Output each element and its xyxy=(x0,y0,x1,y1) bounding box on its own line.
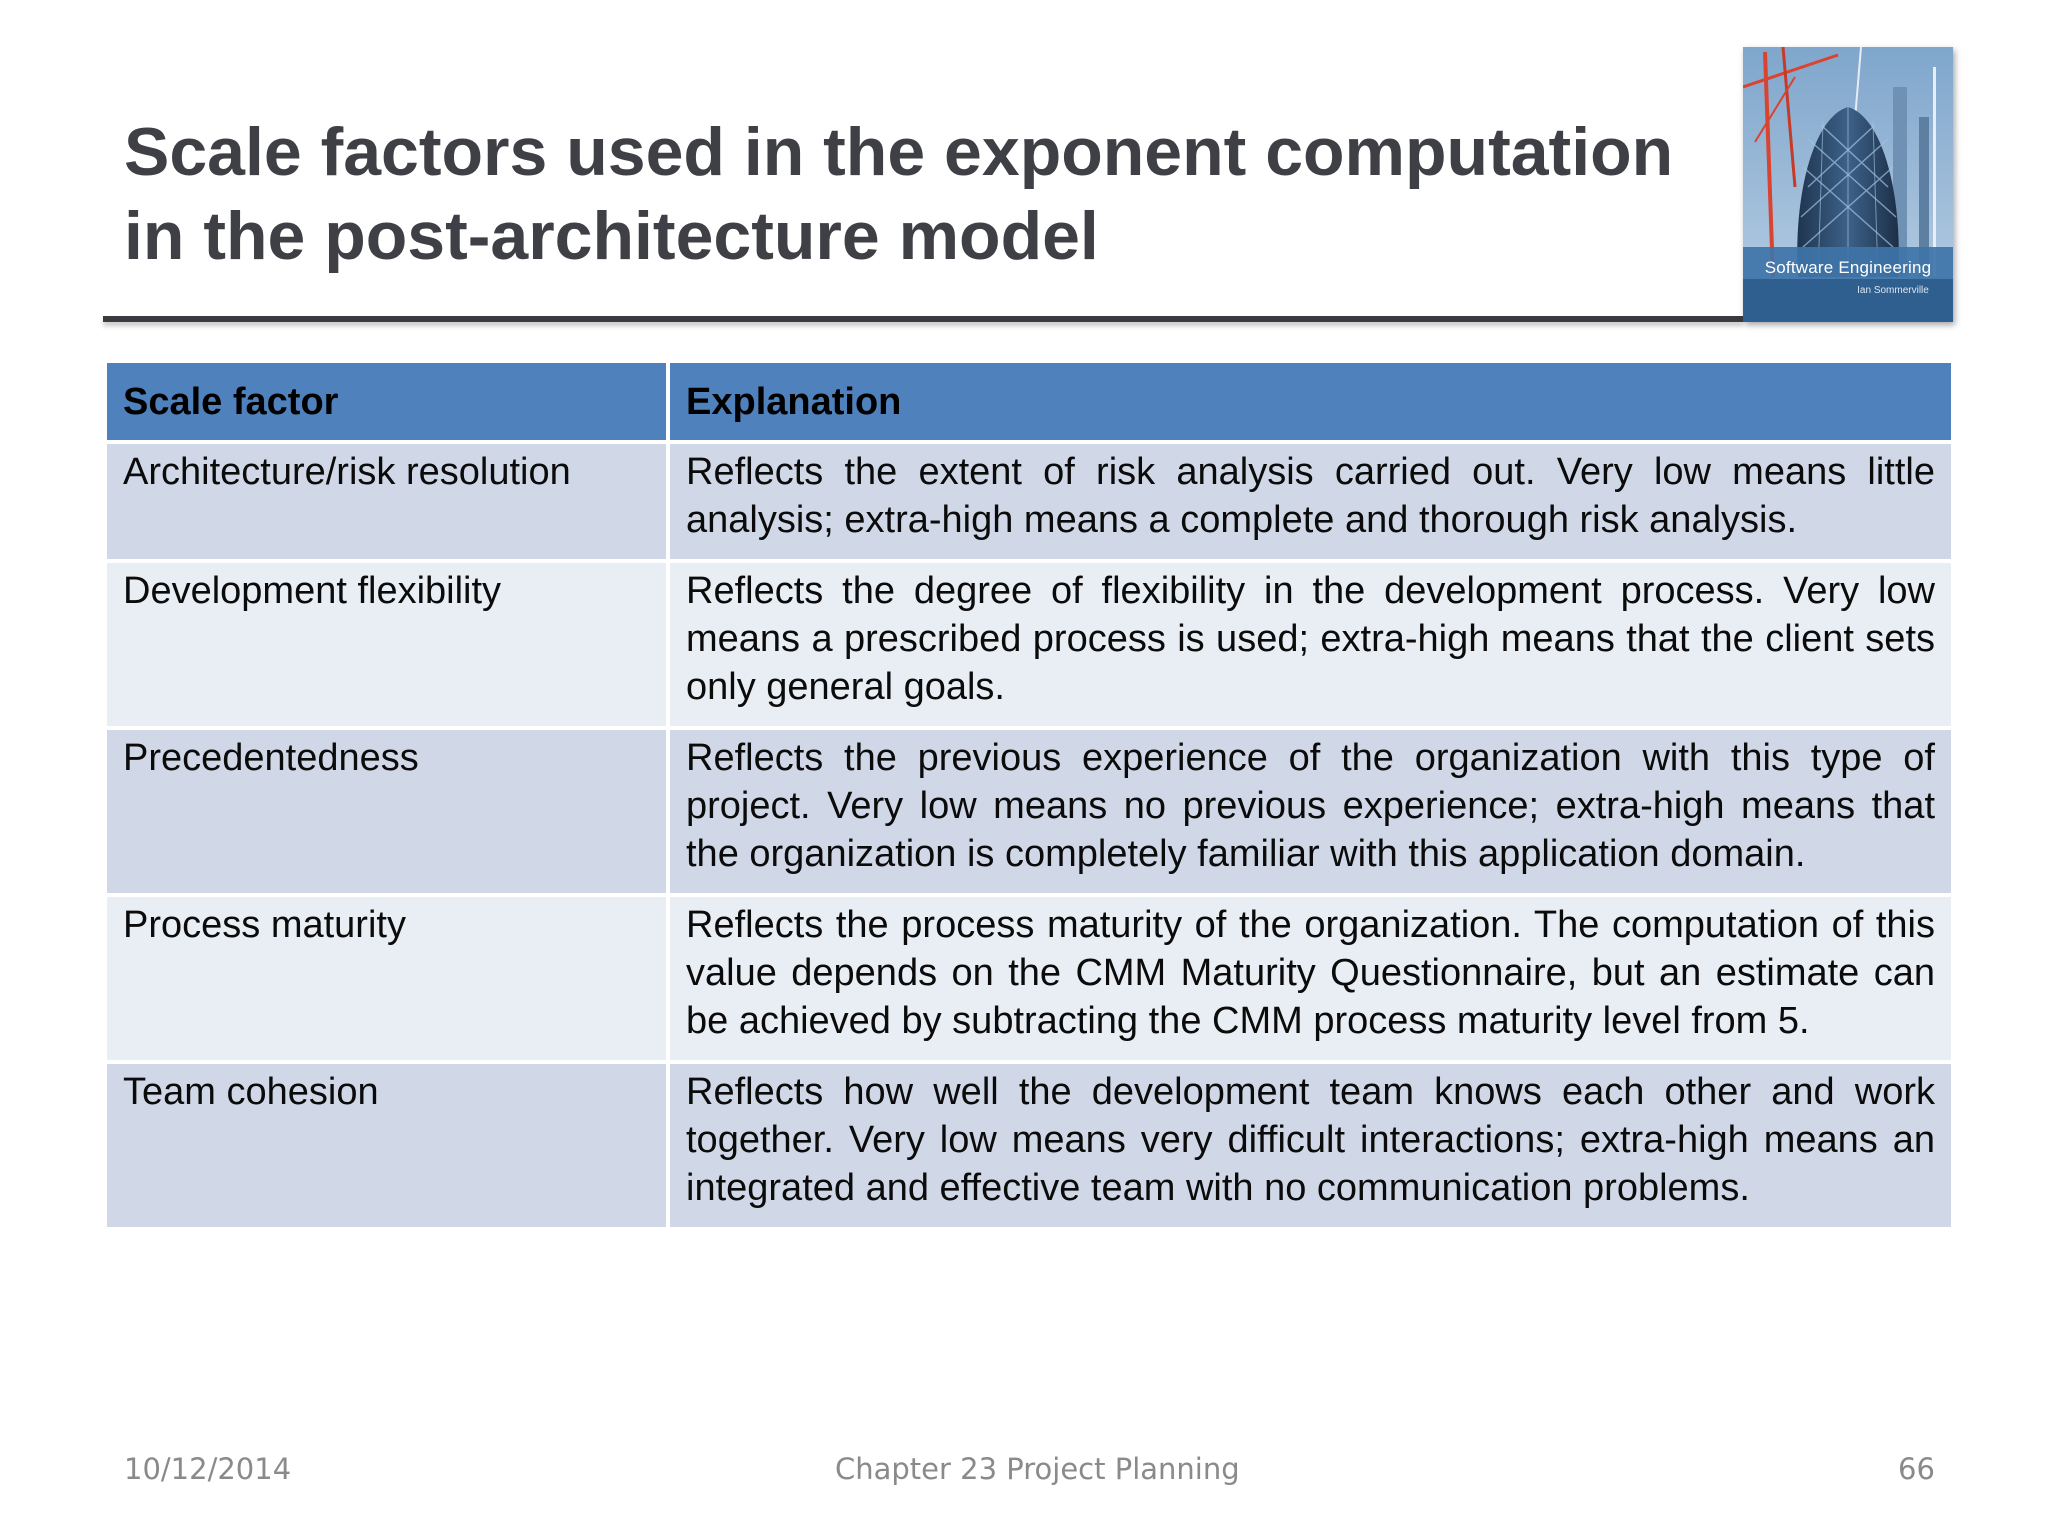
book-cover-author: Ian Sommerville xyxy=(1857,285,1929,296)
table-row xyxy=(105,728,1953,895)
explanation-cell: Reflects the process maturity of the organization. The computation of this value depends on the CMM Maturity Questionnaire, but an estimate can be achieved by subtracting the CMM process maturity level from 5. xyxy=(668,895,1953,1062)
header-explanation: Explanation xyxy=(668,361,1953,442)
explanation-cell: Reflects the previous experience of the organization with this type of project. Very low means no previous experience; extra-high means that the organization is completely familiar with this application domain. xyxy=(668,728,1953,895)
book-cover-title: Software Engineering xyxy=(1764,258,1932,277)
table-row xyxy=(105,442,1953,561)
explanation-cell: Reflects how well the development team knows each other and work together. Very low means very difficult interactions; extra-high means an integrated and effective team with no communication problems. xyxy=(668,1062,1953,1229)
scale-factors-table xyxy=(103,359,1955,1231)
table-header-row xyxy=(105,361,1953,442)
footer-date: 10/12/2014 xyxy=(124,1452,292,1486)
scale-factor-cell: Development flexibility xyxy=(105,561,668,728)
footer-page-number: 66 xyxy=(1898,1452,1935,1486)
table-row xyxy=(105,1062,1953,1229)
scale-factor-cell: Precedentedness xyxy=(105,728,668,895)
slide-title-line-2: in the post-architecture model xyxy=(124,198,1099,274)
footer-chapter: Chapter 23 Project Planning xyxy=(835,1452,1240,1486)
table-row xyxy=(105,895,1953,1062)
table-row xyxy=(105,561,1953,728)
book-cover-illustration xyxy=(1743,47,1953,322)
header-scale-factor: Scale factor xyxy=(105,361,668,442)
scale-factor-cell: Architecture/risk resolution xyxy=(105,442,668,561)
scale-factor-cell: Process maturity xyxy=(105,895,668,1062)
title-divider xyxy=(103,316,1743,322)
slide-title-line-1: Scale factors used in the exponent computation xyxy=(124,114,1674,190)
scale-factor-cell: Team cohesion xyxy=(105,1062,668,1229)
explanation-cell: Reflects the extent of risk analysis carried out. Very low means little analysis; extra-high means a complete and thorough risk analysis. xyxy=(668,442,1953,561)
explanation-cell: Reflects the degree of flexibility in the development process. Very low means a prescribed process is used; extra-high means that the client sets only general goals. xyxy=(668,561,1953,728)
slide-title xyxy=(124,110,1724,278)
book-cover-image xyxy=(1743,47,1953,322)
